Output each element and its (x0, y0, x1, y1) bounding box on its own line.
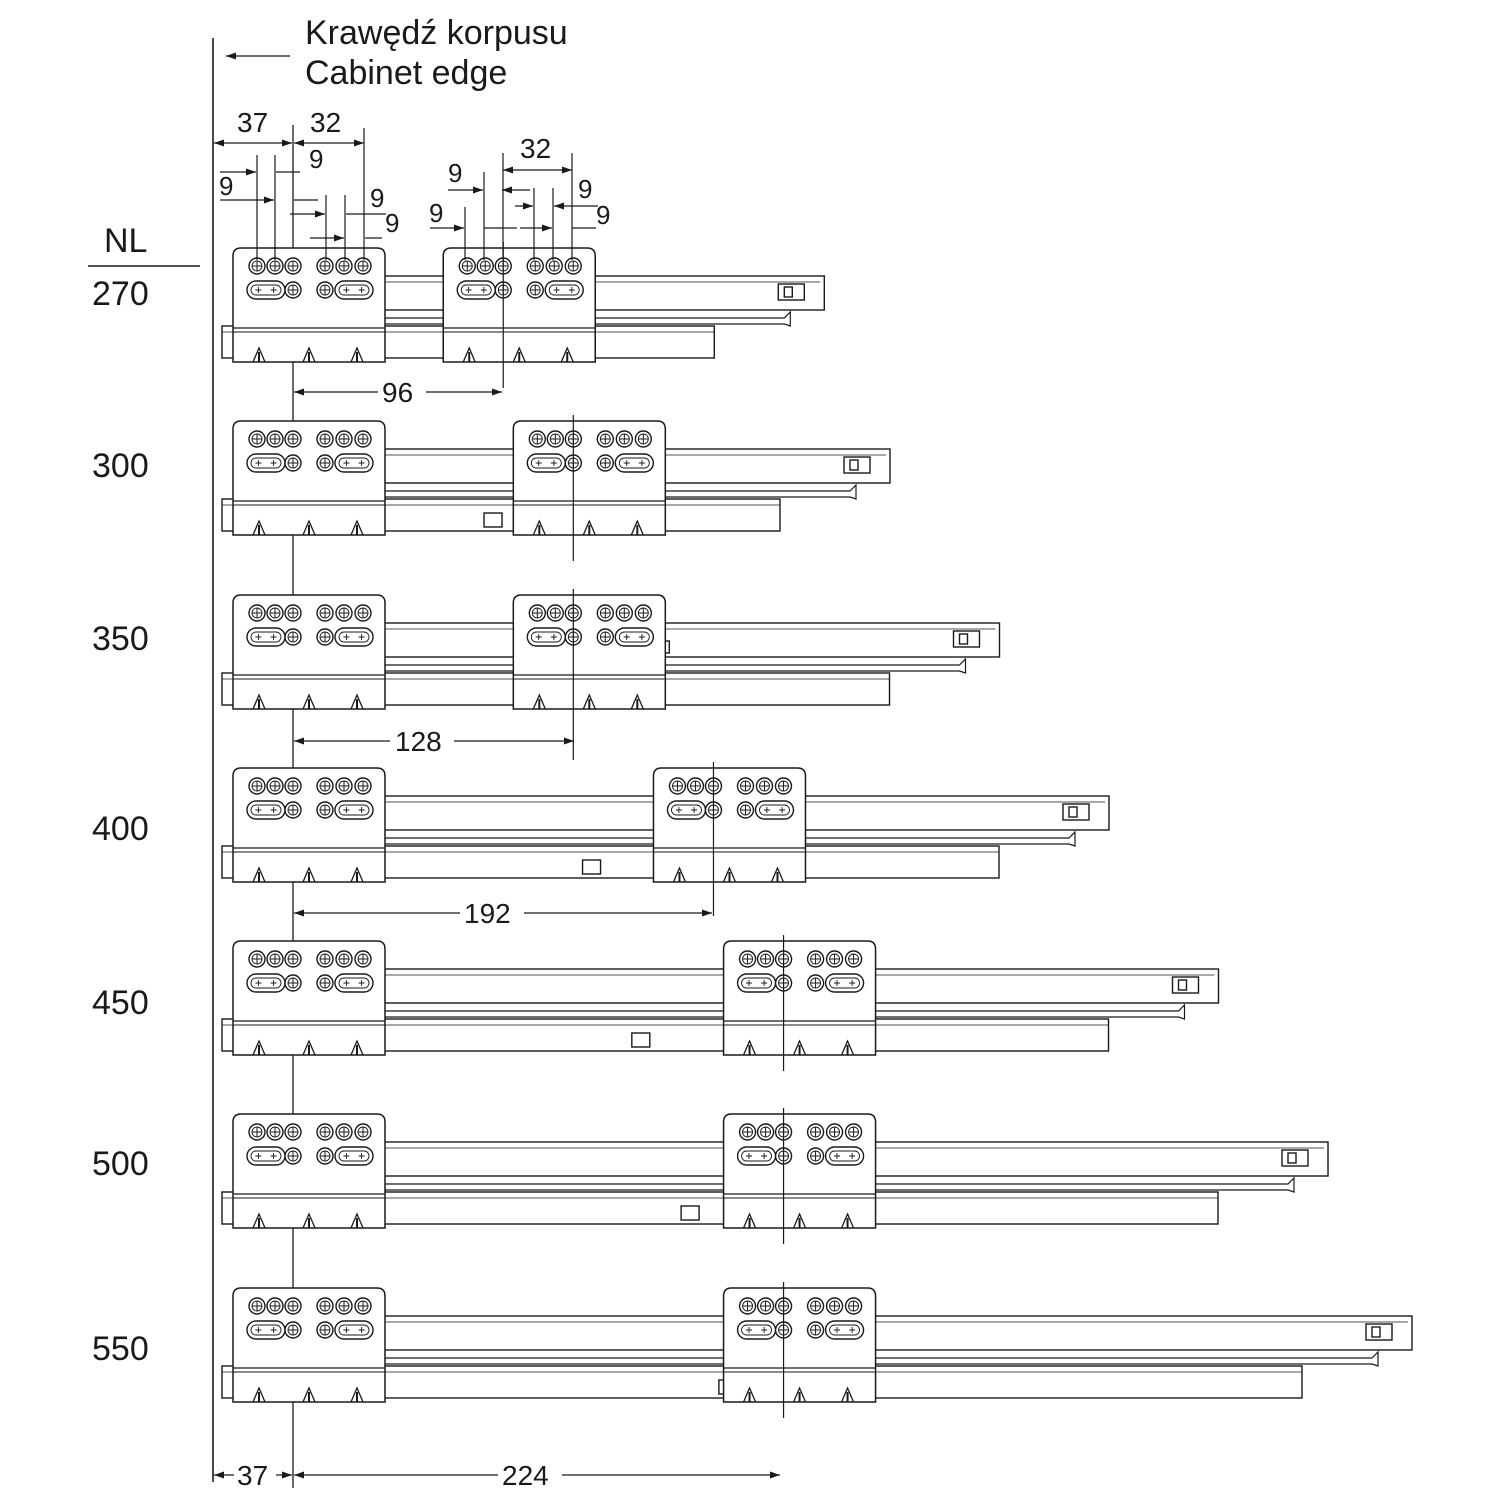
runner-row-300 (92, 415, 890, 561)
slot-hole (457, 281, 495, 299)
slot-hole (738, 1147, 776, 1165)
slot-hole (247, 974, 285, 992)
dim-128-label: 128 (395, 726, 442, 757)
slot-hole (527, 454, 565, 472)
runner-row-550 (92, 1282, 1412, 1418)
slot-hole (738, 1321, 776, 1339)
rail-tab-lower (583, 860, 601, 874)
slot-hole (247, 454, 285, 472)
dim-224-label: 224 (502, 1460, 549, 1491)
dim-9-label-7: 9 (429, 198, 444, 228)
rail-tab-lower (681, 1206, 699, 1220)
slot-hole (826, 1147, 864, 1165)
nl-value-label: 450 (92, 984, 149, 1022)
slot-hole (615, 628, 653, 646)
dim-9-label-5: 9 (448, 158, 463, 188)
nl-value-label: 270 (92, 275, 149, 313)
nl-value-label: 400 (92, 810, 149, 848)
mounting-bracket (513, 421, 665, 535)
slot-hole (335, 454, 373, 472)
slot-hole (755, 801, 793, 819)
slot-hole (826, 974, 864, 992)
slot-hole (335, 801, 373, 819)
dim-9-label-8: 9 (596, 200, 611, 230)
middle-rail (370, 659, 966, 673)
mounting-bracket (443, 248, 595, 362)
rail-tab-lower (484, 513, 502, 527)
upper-rail (370, 1316, 1412, 1350)
slot-hole (667, 801, 705, 819)
dim-9-label-6: 9 (578, 174, 593, 204)
rail-catch-inner (1372, 1327, 1380, 1337)
rail-catch-inner (784, 287, 792, 297)
slot-hole (335, 1321, 373, 1339)
mounting-bracket (724, 1114, 876, 1228)
runner-row-450 (92, 935, 1219, 1071)
nl-value-label: 350 (92, 620, 149, 658)
dim-96-label: 96 (382, 377, 414, 408)
slot-hole (247, 801, 285, 819)
dim-32-rear-label: 32 (520, 133, 552, 164)
slot-hole (738, 974, 776, 992)
mounting-bracket (233, 1288, 385, 1402)
nl-column-header: NL (104, 222, 148, 260)
slot-hole (247, 281, 285, 299)
slot-hole (545, 281, 583, 299)
mounting-bracket (233, 248, 385, 362)
dim-37-bottom-label: 37 (237, 1460, 269, 1491)
nl-value-label: 300 (92, 447, 149, 485)
runner-rows (92, 242, 1412, 1418)
dim-32-top-label: 32 (310, 107, 342, 138)
mounting-bracket (233, 595, 385, 709)
mounting-bracket (724, 1288, 876, 1402)
dim-9-label-4: 9 (385, 208, 400, 238)
mounting-bracket (513, 595, 665, 709)
mounting-bracket (233, 421, 385, 535)
slot-hole (527, 628, 565, 646)
slot-hole (247, 628, 285, 646)
slot-hole (335, 628, 373, 646)
mounting-bracket (233, 768, 385, 882)
upper-rail (370, 276, 824, 310)
slot-hole (247, 1321, 285, 1339)
runner-row-270 (92, 242, 824, 388)
runner-row-400 (92, 762, 1109, 916)
dim-192-label: 192 (464, 898, 511, 929)
rail-catch-inner (960, 634, 968, 644)
runner-row-350 (92, 589, 1000, 760)
slot-hole (335, 281, 373, 299)
slot-hole (335, 1147, 373, 1165)
dim-9-label-2: 9 (219, 171, 234, 201)
dim-9-label-3: 9 (370, 183, 385, 213)
dim-37-top-label: 37 (237, 107, 269, 138)
runner-row-500 (92, 1108, 1328, 1244)
upper-rail (370, 623, 1000, 657)
slot-hole (826, 1321, 864, 1339)
cabinet-edge-label-en: Cabinet edge (305, 54, 508, 92)
slot-hole (335, 974, 373, 992)
mounting-bracket (233, 1114, 385, 1228)
rail-tab-lower (632, 1033, 650, 1047)
slot-hole (615, 454, 653, 472)
rail-catch-inner (850, 460, 858, 470)
nl-value-label: 500 (92, 1145, 149, 1183)
nl-value-label: 550 (92, 1330, 149, 1368)
mounting-bracket (233, 941, 385, 1055)
slot-hole (247, 1147, 285, 1165)
mounting-bracket (724, 941, 876, 1055)
dim-9-label-1: 9 (309, 144, 324, 174)
rail-catch-inner (1288, 1153, 1296, 1163)
rail-catch-inner (1069, 807, 1077, 817)
mounting-bracket (653, 768, 805, 882)
rail-catch-inner (1179, 980, 1187, 990)
cabinet-edge-label-pl: Krawędź korpusu (305, 14, 568, 52)
